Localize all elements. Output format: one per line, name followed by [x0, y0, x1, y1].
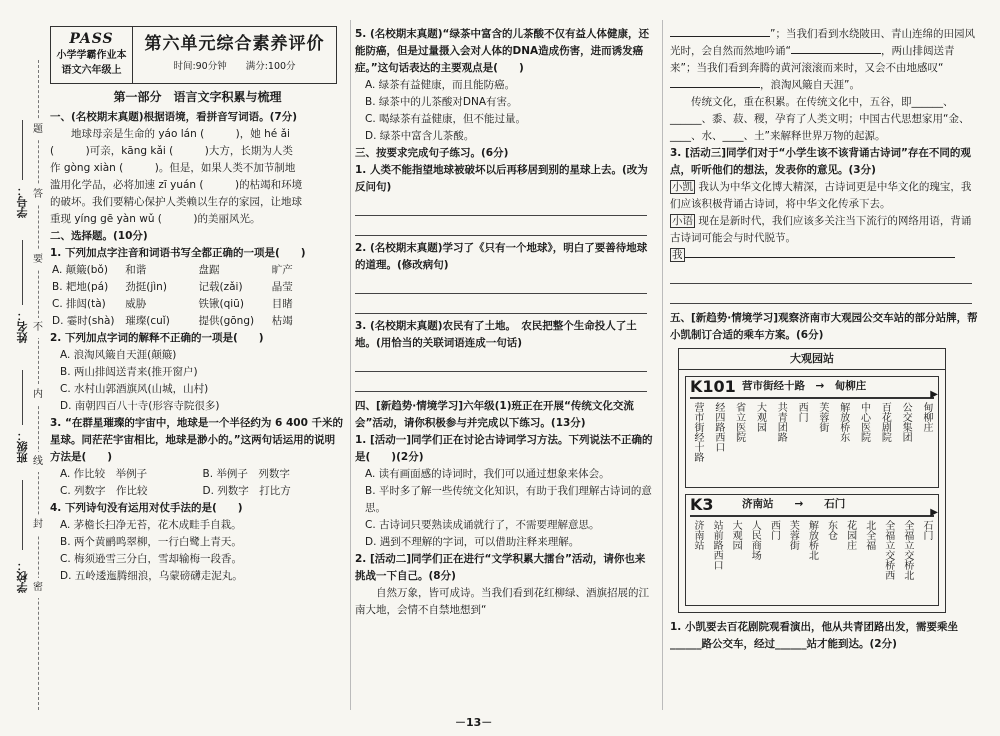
speech-text: 现在是新时代，我们应该多关注当下流行的网络用语，背诵古诗词可能会与时代脱节。 [670, 215, 972, 244]
route-name: K101 [690, 376, 736, 396]
seal-char: 封 [33, 515, 43, 535]
speech-text: 我认为中华文化博大精深，古诗词更是中华文化的瑰宝，我们应该积极背诵古诗词，将中华文化传承下去。 [670, 181, 972, 210]
bus-route-k3 [685, 494, 939, 606]
speech-me [670, 247, 980, 264]
option[interactable]: A. 茅檐长扫净无苔，花木成畦手自栽。 [60, 519, 242, 532]
option-cell: 旷产 [271, 264, 293, 277]
station-name: 大观园站 [679, 349, 945, 370]
answer-line[interactable] [355, 294, 647, 314]
school-label: 学校： [16, 560, 29, 593]
column-2 [355, 0, 655, 736]
question-heading: 五、[新趋势·情境学习]观察济南市大观园公交车站的部分站牌，帮小凯制订合适的乘车方案。(6分) [670, 312, 978, 341]
id-label: 学号： [16, 185, 29, 218]
option[interactable]: C. 梅须逊雪三分白，雪却输梅一段香。 [60, 553, 243, 566]
column-3 [670, 0, 980, 736]
answer-line[interactable] [355, 216, 647, 236]
option-cell: 目睹 [271, 298, 293, 311]
part-title: 第一部分 语言文字积累与梳理 [113, 90, 282, 104]
option[interactable]: D. 绿茶中富含儿茶酸。 [365, 130, 475, 142]
id-blank[interactable] [22, 120, 23, 180]
route-direction: 济南站 → 石门 [742, 498, 846, 511]
option-cell: 记载(zǎi) [198, 281, 243, 294]
bus-stop: 花园庄 [844, 519, 856, 550]
option[interactable]: B. 两个黄鹂鸣翠柳，一行白鹭上青天。 [60, 536, 242, 549]
option[interactable]: B. 绿茶中的儿茶酸对DNA有害。 [365, 96, 518, 108]
page-number: －13－ [455, 716, 493, 729]
route-name: K3 [690, 494, 714, 514]
stop-list [690, 399, 934, 487]
bus-stop: 全福立交桥北 [901, 519, 913, 580]
bus-stop-sign [678, 348, 946, 613]
option-cell[interactable]: A. 颠簸(bǒ) [52, 264, 108, 277]
route-direction: 营市街经十路 → 甸柳庄 [742, 380, 867, 393]
option-cell: 劲挺(jìn) [125, 281, 167, 294]
passage-text: 自然万象，皆可成诗。当我们看到花红柳绿、酒旗招展的江南大地，会情不自禁地想到“ [355, 587, 649, 616]
bus-stop: 解放桥东 [837, 401, 849, 442]
question-stem: 5. (名校期末真题)“绿茶中富含的儿茶酸不仅有益人体健康，还能防癌，但是过量摄入会对人体的DNA造成伤害，进而诱发癌症。”这句话表达的主要观点是( ) [355, 28, 649, 74]
question-stem: 2. [活动二]同学们正在进行“文学积累大擂台”活动，请你也来挑战一下自己。(8分) [355, 553, 646, 582]
bus-stop: 济南站 [692, 519, 703, 550]
option[interactable]: B. 两山排闼送青来(推开窗户) [60, 366, 198, 379]
seal-char: 内 [33, 385, 43, 405]
answer-line[interactable] [355, 352, 647, 372]
brand-line: 语文六年级上 [61, 64, 122, 76]
option-cell: 铁锹(qiū) [198, 298, 244, 311]
bus-stop: 百花剧院 [879, 401, 891, 442]
exam-title: 第六单元综合素养评价 [144, 34, 325, 54]
answer-line[interactable] [355, 196, 647, 216]
column-1 [50, 0, 345, 736]
fill-blank[interactable] [791, 44, 881, 55]
speech-kai [670, 179, 980, 213]
answer-line[interactable] [670, 284, 972, 304]
arrow-right-icon: ▶ [930, 506, 938, 518]
bus-route-k101 [685, 376, 939, 488]
question-heading: 一、(名校期末真题)根据语境，看拼音写词语。(7分) [50, 111, 298, 124]
seal-char: 要 [33, 250, 43, 270]
answer-line[interactable] [355, 274, 647, 294]
class-label: 班级： [16, 430, 29, 463]
bus-stop: 芙蓉街 [816, 401, 828, 432]
speaker-tag: 小语 [672, 215, 693, 227]
bus-stop: 解放桥北 [806, 519, 818, 560]
option-cell[interactable]: B. 耙地(pá) [52, 281, 109, 294]
question-stem: 4. 下列诗句没有运用对仗手法的是( ) [50, 502, 243, 515]
bus-stop: 石门 [920, 519, 932, 540]
exam-meta: 时间:90分钟 满分:100分 [173, 60, 296, 72]
option[interactable]: C. 古诗词只要熟读成诵就行了，不需要理解意思。 [365, 519, 600, 531]
option-cell: 和谐 [125, 264, 147, 277]
answer-line[interactable] [355, 372, 647, 392]
option-cell[interactable]: D. 霎时(shà) [52, 315, 115, 328]
option[interactable]: D. 列数字 打比方 [202, 485, 291, 498]
option[interactable]: D. 遇到不理解的字词，可以借助注释来理解。 [365, 536, 580, 548]
passage-line: 作 gòng xiàn ( )。但是，如果人类不加节制地 [50, 162, 296, 175]
seal-char: 题 [33, 120, 43, 140]
passage-fragment: ”；当我们看到水绕陂田、青山连绵的田园风光时，会自然而然地吟诵“ [670, 28, 975, 57]
option-cell: 璀璨(cuǐ) [125, 315, 170, 328]
option-cell: 提供(gōng) [198, 315, 255, 328]
question-stem: 3. (名校期末真题)农民有了土地。 农民把整个生命投人了土地。(用恰当的关联词语连成一句话) [355, 320, 637, 349]
question-stem: 1. 人类不能指望地球被破坏以后再移居到别的星球上去。(改为反问句) [355, 164, 648, 193]
bus-stop: 大观园 [730, 519, 742, 550]
question-stem: 1. 下列加点字注音和词语书写全都正确的一项是( ) [50, 247, 306, 260]
option-cell: 威胁 [125, 298, 147, 311]
passage-line: 重现 yíng gē yàn wǔ ( )的美丽风光。 [50, 213, 261, 226]
question-stem: 1. 小凯要去百花剧院观看演出，他从共青团路出发，需要乘坐______路公交车，经过______站才能到达。(2分) [670, 620, 958, 650]
question-stem: 1. [活动一]同学们正在讨论古诗词学习方法。下列说法不正确的是( )(2分) [355, 434, 653, 463]
question-stem: 2. 下列加点字词的解释不正确的一项是( ) [50, 332, 264, 345]
speaker-tag: 小凯 [672, 181, 693, 193]
bus-stop: 甸柳庄 [920, 401, 932, 432]
option[interactable]: A. 读有画面感的诗词时，我们可以通过想象来体会。 [365, 468, 610, 480]
school-blank[interactable] [22, 480, 23, 550]
passage-fragment: ，浪淘风簸自天涯”。 [760, 79, 860, 91]
option-grid [50, 466, 345, 500]
pass-logo: PASS [69, 31, 114, 47]
bus-stop: 西门 [796, 401, 808, 422]
bus-stop: 经四路西口 [712, 401, 724, 452]
passage-line: 的破坏。我们要精心保护人类赖以生存的家园，让地球 [50, 196, 302, 209]
option[interactable]: C. 喝绿茶有益健康，但不能过量。 [365, 113, 527, 125]
exam-header [50, 26, 337, 84]
brand-box [51, 27, 133, 83]
passage-text: 传统文化，重在积累。在传统文化中，五谷，即______、______、黍、菽、稷，孕育了人类文明；中国古代思想家用“金、____、水、____、土”来解释世界万物的起源。 [670, 96, 970, 142]
option[interactable]: A. 绿茶有益健康，而且能防癌。 [365, 79, 516, 91]
passage-line: ( )可亲，kāng kǎi ( )大方，长期为人类 [50, 145, 293, 158]
bus-stop: 西门 [768, 519, 780, 540]
option[interactable]: B. 平时多了解一些传统文化知识，有助于我们理解古诗词的意思。 [365, 485, 652, 514]
option[interactable]: B. 举例子 列数字 [202, 468, 290, 481]
question-stem: 3. “在群星璀璨的宇宙中，地球是一个半径约为 6 400 千米的星球。同茫茫宇宙相比，地球是渺小的。”这两句话运用的说明方法是( ) [50, 417, 344, 464]
bus-stop: 站前路西口 [711, 519, 723, 570]
seal-char: 答 [33, 185, 43, 205]
seal-char: 密 [33, 578, 43, 598]
column-divider [350, 20, 351, 710]
bus-stop: 全福立交桥西 [882, 519, 894, 580]
passage-line: 滥用化学品，必将加速 zī yuán ( )的枯竭和环境 [50, 179, 303, 192]
seal-char: 线 [33, 452, 43, 472]
option-cell: 枯竭 [271, 315, 293, 328]
seal-char: 不 [33, 318, 43, 338]
option-grid [50, 262, 345, 330]
option-cell: 晶莹 [271, 281, 293, 294]
option-cell: 盘踞 [198, 264, 220, 277]
answer-line[interactable] [685, 248, 955, 259]
column-divider [662, 20, 663, 710]
stop-list [690, 517, 934, 605]
question-stem: 2. (名校期末真题)学习了《只有一个地球》，明白了要善待地球的道理。(修改病句) [355, 242, 648, 271]
option[interactable]: C. 水村山郭酒旗风(山城，山村) [60, 383, 209, 396]
bus-stop: 营市街经十路 [692, 401, 703, 462]
bus-stop: 大观园 [754, 401, 766, 432]
arrow-right-icon: ▶ [930, 388, 938, 400]
passage-line: 地球母亲是生命的 yáo lán ( )，她 hé ǎi [50, 128, 290, 141]
question-heading: 三、按要求完成句子练习。(6分) [355, 147, 509, 159]
passage-fragment: ，两山排闼送青来”；当我们看到奔腾的黄河滚滚而来时，又会不由地感叹“ [670, 45, 955, 74]
class-blank[interactable] [22, 370, 23, 425]
bus-stop: 中心医院 [858, 401, 870, 442]
option[interactable]: D. 五岭逶迤腾细浪，乌蒙磅礴走泥丸。 [60, 570, 243, 583]
fill-blank[interactable] [670, 27, 770, 38]
option[interactable]: C. 列数字 作比较 [60, 485, 148, 498]
question-heading: 四、[新趋势·情境学习]六年级(1)班正在开展“传统文化交流会”活动，请你积极参与并完成以下练习。(13分) [355, 400, 634, 429]
answer-line[interactable] [670, 264, 972, 284]
option[interactable]: A. 浪淘风簸自天涯(颠簸) [60, 349, 177, 362]
option-cell[interactable]: C. 排闼(tà) [52, 298, 106, 311]
question-heading: 二、选择题。(10分) [50, 230, 148, 243]
bus-stop: 人民商场 [749, 519, 761, 560]
speaker-tag: 我 [672, 249, 683, 261]
brand-line: 小学学霸作业本 [56, 50, 127, 62]
bus-stop: 北全福 [863, 519, 875, 550]
name-blank[interactable] [22, 240, 23, 305]
speech-yu [670, 213, 980, 247]
name-label: 姓名： [16, 310, 29, 343]
option[interactable]: D. 南朝四百八十寺(形容寺院很多) [60, 400, 220, 413]
binding-strip [0, 0, 50, 736]
bus-stop: 共青团路 [775, 401, 787, 442]
fill-blank[interactable] [670, 78, 760, 89]
question-stem: 3. [活动三]同学们对于“小学生该不该背诵古诗词”存在不同的观点，听听他们的想法，发表你的意见。(3分) [670, 147, 971, 176]
bus-stop: 省立医院 [733, 401, 745, 442]
bus-stop: 公交集团 [900, 401, 912, 442]
option[interactable]: A. 作比较 举例子 [60, 468, 148, 481]
passage-text [670, 26, 980, 94]
bus-stop: 芙蓉街 [787, 519, 799, 550]
bus-stop: 东仓 [825, 519, 837, 540]
